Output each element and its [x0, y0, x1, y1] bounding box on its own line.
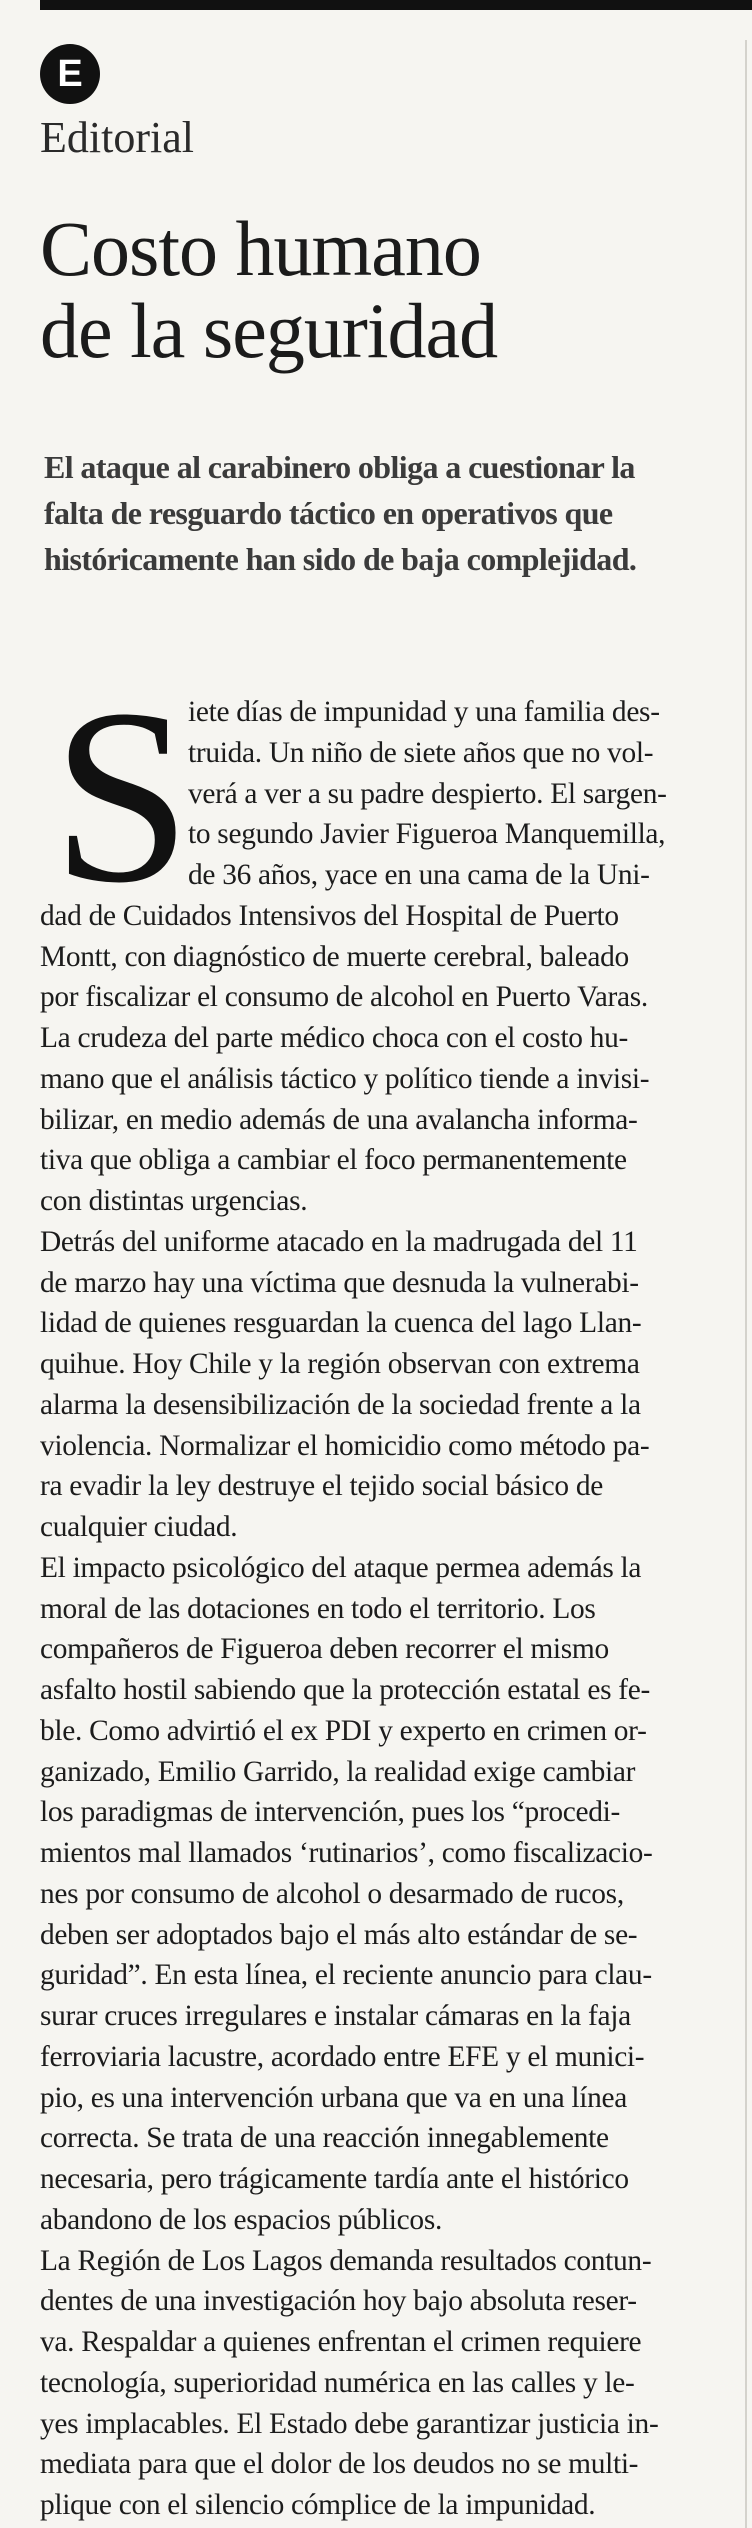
paragraph-2: [40, 1222, 744, 1548]
text-line: mientos mal llamados ‘rutinarios’, como fiscalizacio-: [40, 1837, 653, 1869]
article-body: [40, 658, 744, 2526]
lede-line: falta de resguardo táctico en operativos que: [44, 495, 613, 531]
text-line: compañeros de Figueroa deben recorrer el mismo: [40, 1633, 609, 1666]
text-line: tiva que obliga a cambiar el foco permanentemente: [40, 1144, 627, 1177]
text-line: asfalto hostil sabiendo que la protección estatal es fe-: [40, 1674, 650, 1706]
text-line: lidad de quienes resguardan la cuenca del lago Llan-: [40, 1307, 642, 1340]
text-line: ferroviaria lacustre, acordado entre EFE y el munici-: [40, 2040, 645, 2073]
paragraph-3: [40, 1548, 744, 2241]
text-line: quihue. Hoy Chile y la región observan con extrema: [40, 1348, 640, 1380]
text-line: violencia. Normalizar el homicidio como método pa-: [40, 1429, 650, 1462]
text-line: dad de Cuidados Intensivos del Hospital de Puerto: [40, 899, 619, 932]
text-line: de 36 años, yace en una cama de la Uni-: [188, 859, 650, 891]
text-line: ganizado, Emilio Garrido, la realidad exige cambiar: [40, 1755, 636, 1788]
text-line: verá a ver a su padre despierto. El sargen-: [188, 777, 667, 810]
text-line: mediata para que el dolor de los deudos no se multi-: [40, 2448, 639, 2481]
text-line: cualquier ciudad.: [40, 1511, 238, 1543]
text-line: dentes de una investigación hoy bajo absoluta reser-: [40, 2285, 637, 2318]
lede-line: históricamente han sido de baja complejidad.: [44, 541, 637, 577]
top-rule: [40, 0, 752, 10]
text-line: va. Respaldar a quienes enfrentan el crimen requiere: [40, 2326, 642, 2358]
text-line: plique con el silencio cómplice de la impunidad.: [40, 2489, 596, 2521]
text-line: El impacto psicológico del ataque permea además la: [40, 1551, 642, 1584]
text-line: truida. Un niño de siete años que no vol-: [188, 736, 654, 769]
text-line: bilizar, en medio además de una avalancha informa-: [40, 1103, 638, 1136]
text-line: deben ser adoptados bajo el más alto estándar de se-: [40, 1918, 638, 1951]
text-line: abandono de los espacios públicos.: [40, 2203, 443, 2236]
text-line: correcta. Se trata de una reacción innegablemente: [40, 2122, 609, 2155]
text-line: Montt, con diagnóstico de muerte cerebral, baleado: [40, 940, 629, 973]
text-line: moral de las dotaciones en todo el territorio. Los: [40, 1592, 596, 1625]
paragraph-4: [40, 2241, 744, 2526]
text-line: yes implacables. El Estado debe garantizar justicia in-: [40, 2407, 659, 2440]
text-line: surar cruces irregulares e instalar cámaras en la faja: [40, 2000, 631, 2032]
headline-line: Costo humano: [40, 205, 481, 292]
section-badge: E: [40, 44, 100, 104]
headline: [40, 205, 740, 374]
text-line: mano que el análisis táctico y político tiende a invisi-: [40, 1062, 650, 1095]
text-line: ra evadir la ley destruye el tejido social básico de: [40, 1470, 604, 1503]
text-line: alarma la desensibilización de la sociedad frente a la: [40, 1388, 641, 1421]
section-label: Editorial: [40, 113, 194, 162]
text-line: guridad”. En esta línea, el reciente anuncio para clau-: [40, 1959, 652, 1992]
text-line: los paradigmas de intervención, pues los “procedi-: [40, 1796, 620, 1829]
text-line: iete días de impunidad y una familia des-: [188, 696, 660, 728]
lede-line: El ataque al carabinero obliga a cuestionar la: [44, 449, 635, 485]
text-line: con distintas urgencias.: [40, 1185, 308, 1217]
text-line: pio, es una intervención urbana que va en una línea: [40, 2081, 627, 2114]
lede: [44, 444, 749, 582]
headline-line: de la seguridad: [40, 287, 498, 374]
text-line: nes por consumo de alcohol o desarmado de rucos,: [40, 1877, 624, 1910]
text-line: Detrás del uniforme atacado en la madrugada del 11: [40, 1225, 638, 1258]
text-line: por fiscalizar el consumo de alcohol en Puerto Varas.: [40, 981, 648, 1014]
text-line: tecnología, superioridad numérica en las calles y le-: [40, 2366, 635, 2399]
text-line: to segundo Javier Figueroa Manquemilla,: [188, 818, 666, 851]
text-line: necesaria, pero trágicamente tardía ante el histórico: [40, 2163, 629, 2195]
drop-cap: S: [52, 658, 192, 935]
text-line: La Región de Los Lagos demanda resultados contun-: [40, 2244, 652, 2277]
column-divider: [745, 40, 747, 2528]
text-line: ble. Como advirtió el ex PDI y experto en crimen or-: [40, 1714, 647, 1747]
text-line: de marzo hay una víctima que desnuda la vulnerabi-: [40, 1266, 639, 1299]
text-line: La crudeza del parte médico choca con el costo hu-: [40, 1022, 629, 1054]
